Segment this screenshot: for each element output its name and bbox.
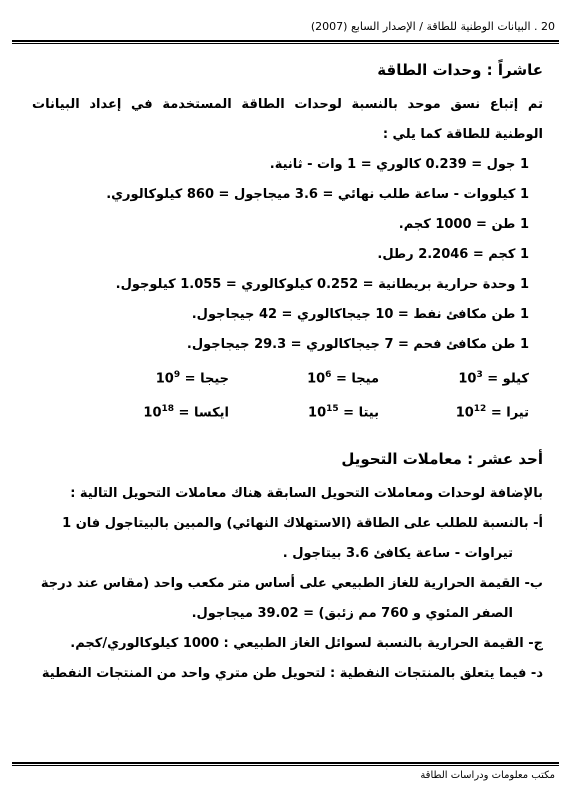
header-rule bbox=[12, 40, 559, 42]
prefix-tera: تيرا = $10^{12}$ bbox=[455, 404, 529, 421]
prefix-table bbox=[32, 360, 529, 429]
footer-rule-thin bbox=[12, 765, 559, 766]
prefix-mega: ميجا = $10^6$ bbox=[307, 370, 379, 387]
conversion-intro: بالإضافة لوحدات ومعاملات التحويل السابقة هناك معاملات التحويل التالية : bbox=[70, 485, 543, 501]
energy-units-intro: تم إتباع نسق موحد بالنسبة لوحدات الطاقة المستخدمة في إعداد البيانات الوطنية للطاقة كما يلي : bbox=[32, 97, 543, 142]
conversion-item-a: أ- بالنسبة للطلب على الطاقة (الاستهلاك النهائي) والمبين بالبيتاجول فان 1 bbox=[62, 515, 543, 531]
equation-line: 1 طن = 1000 كجم. bbox=[398, 217, 529, 232]
equation-line: 1 جول = 0.239 كالوري = 1 وات - ثانية. bbox=[269, 157, 529, 172]
header-rule-thin bbox=[12, 43, 559, 44]
page-footer: مكتب معلومات ودراسات الطاقة bbox=[420, 770, 555, 781]
section-title-energy-units: عاشراً : وحدات الطاقة bbox=[377, 61, 543, 79]
conversion-item-b-cont: الصفر المئوي و 760 مم زئبق) = 39.02 ميجاجول. bbox=[191, 605, 513, 621]
conversion-item-c: ج- القيمة الحرارية بالنسبة لسوائل الغاز الطبيعي : 1000 كيلوكالوري/كجم. bbox=[70, 635, 543, 651]
equation-line: 1 كجم = 2.2046 رطل. bbox=[377, 247, 529, 262]
conversion-item-a-cont: تيراوات - ساعة يكافئ 3.6 بيتاجول . bbox=[282, 545, 513, 561]
equation-line: 1 وحدة حرارية بريطانية = 0.252 كيلوكالوري = 1.055 كيلوجول. bbox=[115, 277, 529, 292]
section-title-conversion-factors: أحد عشر : معاملات التحويل bbox=[341, 449, 543, 468]
equation-line: 1 كيلووات - ساعة طلب نهائي = 3.6 ميجاجول = 860 كيلوكالوري. bbox=[106, 187, 529, 202]
conversion-item-b: ب- القيمة الحرارية للغاز الطبيعي على أساس متر مكعب واحد (مقاس عند درجة bbox=[40, 575, 543, 591]
prefix-kilo: كيلو = $10^3$ bbox=[458, 370, 529, 387]
page-header: 20 . البيانات الوطنية للطاقة / الإصدار السابع (2007) bbox=[310, 20, 555, 33]
prefix-peta: بيتا = $10^{15}$ bbox=[308, 404, 379, 421]
prefix-exa: ايكسا = $10^{18}$ bbox=[143, 404, 229, 421]
equation-line: 1 طن مكافئ فحم = 7 جيجاكالوري = 29.3 جيجاجول. bbox=[186, 337, 529, 352]
page-content bbox=[32, 58, 543, 689]
prefix-giga: جيجا = $10^9$ bbox=[155, 370, 229, 387]
conversion-item-d: د- فيما يتعلق بالمنتجات النفطية : لتحويل طن متري واحد من المنتجات النفطية bbox=[41, 665, 543, 681]
equation-line: 1 طن مكافئ نفط = 10 جيجاكالوري = 42 جيجاجول. bbox=[191, 307, 529, 322]
footer-rule bbox=[12, 762, 559, 764]
